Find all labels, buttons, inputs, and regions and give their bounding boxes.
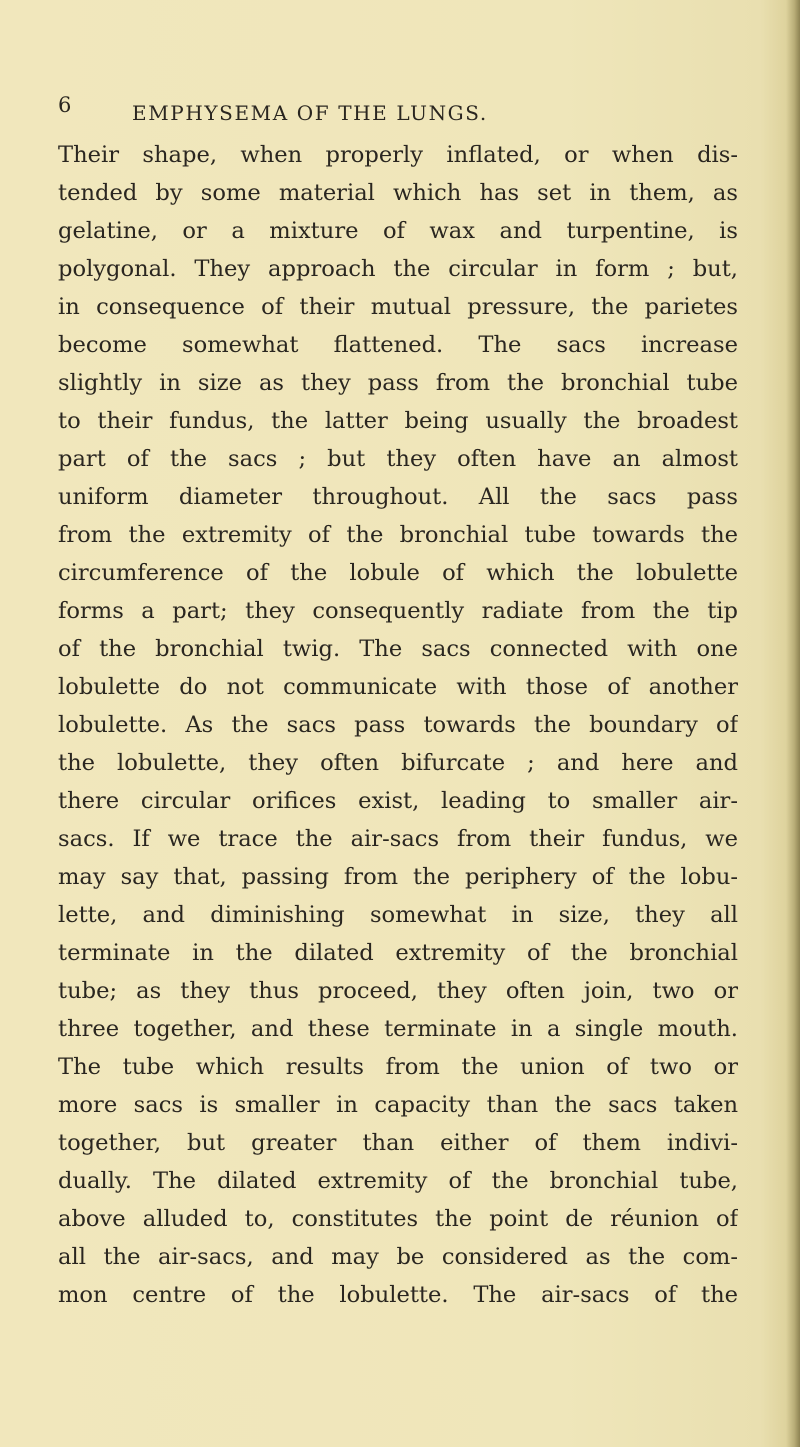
text-line: all the air-sacs, and may be considered as the com-: [58, 1244, 738, 1270]
text-line: above alluded to, constitutes the point de réunion of: [58, 1206, 738, 1232]
text-line: of the bronchial twig. The sacs connected with one: [58, 636, 738, 662]
text-line: from the extremity of the bronchial tube towards the: [58, 522, 738, 548]
text-line: sacs. If we trace the air-sacs from their fundus, we: [58, 826, 738, 852]
text-line: mon centre of the lobulette. The air-sacs of the: [58, 1282, 738, 1308]
text-line: dually. The dilated extremity of the bronchial tube,: [58, 1168, 738, 1194]
text-line: together, but greater than either of them indivi-: [58, 1130, 738, 1156]
body-text: [58, 136, 738, 1314]
text-line: three together, and these terminate in a single mouth.: [58, 1016, 738, 1042]
text-line: more sacs is smaller in capacity than the sacs taken: [58, 1092, 738, 1118]
text-line: lobulette do not communicate with those of another: [58, 674, 738, 700]
text-line: uniform diameter throughout. All the sacs pass: [58, 484, 738, 510]
text-line: gelatine, or a mixture of wax and turpentine, is: [58, 218, 738, 244]
text-line: the lobulette, they often bifurcate ; and here and: [58, 750, 738, 776]
text-line: circumference of the lobule of which the lobulette: [58, 560, 738, 586]
text-line: forms a part; they consequently radiate from the tip: [58, 598, 738, 624]
text-line: there circular orifices exist, leading to smaller air-: [58, 788, 738, 814]
text-line: in consequence of their mutual pressure, the parietes: [58, 294, 738, 320]
text-line: The tube which results from the union of two or: [58, 1054, 738, 1080]
text-line: terminate in the dilated extremity of the bronchial: [58, 940, 738, 966]
text-line: tube; as they thus proceed, they often join, two or: [58, 978, 738, 1004]
page-edge-shadow: [786, 0, 800, 1447]
text-line: slightly in size as they pass from the bronchial tube: [58, 370, 738, 396]
text-line: may say that, passing from the periphery of the lobu-: [58, 864, 738, 890]
text-line: lette, and diminishing somewhat in size, they all: [58, 902, 738, 928]
text-line: tended by some material which has set in them, as: [58, 180, 738, 206]
text-line: lobulette. As the sacs pass towards the boundary of: [58, 712, 738, 738]
text-line: part of the sacs ; but they often have an almost: [58, 446, 738, 472]
text-line: to their fundus, the latter being usually the broadest: [58, 408, 738, 434]
text-line: become somewhat flattened. The sacs increase: [58, 332, 738, 358]
running-head: EMPHYSEMA OF THE LUNGS.: [132, 101, 488, 125]
text-line: Their shape, when properly inflated, or when dis-: [58, 142, 738, 168]
text-line: polygonal. They approach the circular in form ; but,: [58, 256, 738, 282]
page-number: 6: [58, 93, 72, 117]
